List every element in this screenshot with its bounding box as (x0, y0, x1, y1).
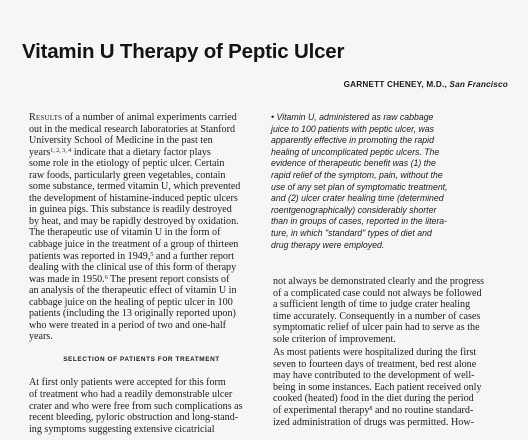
body-line: symptomatic relief of ulcer pain had to serve as the (273, 322, 480, 334)
body-line: years. (29, 331, 53, 343)
reference-marker: 8 (369, 406, 373, 413)
body-line: cabbage juice on the healing of peptic ulcer in 100 (29, 296, 233, 308)
abstract-summary (271, 112, 521, 251)
body-line: As most patients were hospitalized during the first (273, 347, 477, 359)
body-line: of a complicated case could not always be followed (273, 287, 482, 299)
abstract-line: evidence of therapeutic benefit was (1) the (271, 158, 436, 169)
body-line: ized administration of drugs was permitted. How- (273, 416, 474, 428)
lead-word: Results (29, 112, 63, 123)
abstract-line: than in groups of cases, reported in the litera- (271, 216, 448, 227)
author-name: GARNETT CHENEY, M.D., (343, 80, 447, 89)
body-line: of treatment who had a readily demonstrable ulcer (29, 389, 233, 401)
body-line: raw foods, particularly green vegetables, contain (29, 169, 226, 181)
body-line: the development of histamine-induced peptic ulcers (29, 192, 238, 204)
abstract-line: use of any set plan of symptomatic treatment, (271, 181, 448, 192)
body-line (273, 405, 518, 417)
body-line (29, 147, 254, 159)
abstract-line: and (2) ulcer crater healing time (determined (271, 193, 444, 204)
body-line: cabbage juice in the treatment of a group of thirteen (29, 239, 239, 251)
right-column (273, 276, 518, 428)
body-line: who were treated in a period of two and one-half (29, 319, 227, 331)
author-city: San Francisco (449, 80, 508, 89)
body-text: The present report consists of (107, 273, 230, 285)
reference-marker: 5 (150, 251, 154, 258)
body-line (29, 112, 254, 124)
body-line: some substance, termed vitamin U, which prevented (29, 181, 241, 193)
body-line: crater and who were free from such complications as (29, 400, 243, 412)
abstract-line: • Vitamin U, administered as raw cabbage (271, 112, 434, 122)
body-text: of a number of animal experiments carried (62, 112, 237, 123)
abstract-line: ture, in which "standard" types of diet and (271, 227, 432, 238)
body-line: The therapeutic use of vitamin U in the form of (29, 227, 221, 239)
section-heading: SELECTION OF PATIENTS FOR TREATMENT (63, 355, 220, 363)
body-text: years (29, 146, 51, 158)
reference-marker: 1, 2, 3, 4 (50, 147, 72, 154)
body-line: seven to fourteen days of treatment, bed rest alone (273, 358, 477, 370)
body-text: of experimental therapy (273, 405, 370, 417)
abstract-line: juice to 100 patients with peptic ulcer, was (271, 123, 434, 134)
body-line: dealing with the clinical use of this form of therapy (29, 262, 237, 274)
body-line: in guinea pigs. This substance is readily destroyed (29, 204, 232, 216)
body-line: some role in the etiology of peptic ulcer. Certain (29, 158, 225, 170)
abstract-line: healing of uncomplicated peptic ulcers. The (271, 146, 440, 157)
left-column (29, 112, 254, 435)
body-line: by heat, and may be rapidly destroyed by oxidation. (29, 215, 239, 227)
body-line (29, 274, 254, 286)
body-text: indicate that a dietary factor plays (71, 146, 211, 158)
body-text: patients was reported in 1949, (29, 250, 151, 262)
article-title: Vitamin U Therapy of Peptic Ulcer (22, 40, 345, 63)
body-line: cooked (heated) food in the diet during the period (273, 393, 474, 405)
body-line: patients (including the 13 originally reported upon) (29, 308, 236, 320)
body-line: not always be demonstrated clearly and the progress (273, 276, 485, 287)
body-line: out in the medical research laboratories at Stanford (29, 123, 236, 135)
body-line: time accurately. Consequently in a number of cases (273, 310, 481, 322)
reference-marker: 6 (104, 274, 108, 281)
author-byline (344, 80, 508, 89)
abstract-line: drug therapy were employed. (271, 239, 385, 250)
body-line: a sufficient length of time to judge crater healing (273, 299, 471, 311)
body-line: University School of Medicine in the past ten (29, 135, 213, 147)
body-line: At first only patients were accepted for this form (29, 377, 226, 389)
body-line: an analysis of the therapeutic effect of vitamin U in (29, 285, 237, 297)
abstract-line: apparently effective in promoting the rapid (271, 135, 434, 146)
abstract-line: rapid relief of the symptom, pain, without the (271, 169, 443, 180)
body-line (29, 251, 254, 263)
body-text: and a further report (153, 250, 235, 262)
body-text: was made in 1950. (29, 273, 105, 285)
body-line: recent bleeding, pyloric obstruction and long-stand- (29, 412, 239, 424)
body-line: being in some instances. Each patient received only (273, 381, 482, 393)
body-line: sole criterion of improvement. (273, 333, 396, 345)
body-line: may have contributed to the development of well- (273, 370, 475, 382)
body-line: ing symptoms suggesting extensive cicatricial (29, 423, 215, 435)
body-text: and no routine standard- (372, 405, 474, 417)
abstract-line: roentgenographically) considerably shorter (271, 204, 437, 215)
